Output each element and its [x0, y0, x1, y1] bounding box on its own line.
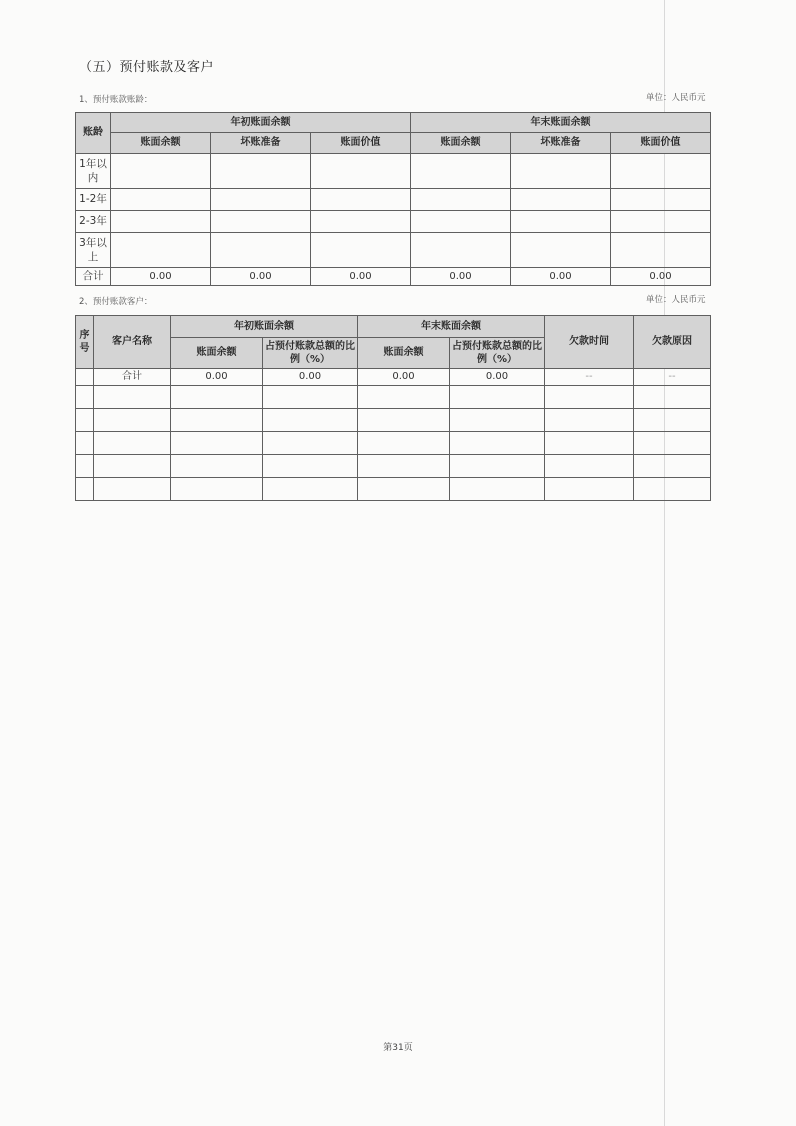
cell: [171, 386, 263, 409]
cell: [76, 478, 94, 501]
aging-table: [75, 112, 711, 286]
aging-header: 账龄: [76, 113, 111, 154]
cell: [94, 478, 171, 501]
beginning-balance-header: 年初账面余额: [171, 316, 358, 338]
cell: [634, 455, 711, 478]
table-row: [76, 233, 711, 268]
cell: [634, 386, 711, 409]
cell: [545, 455, 634, 478]
cell: [263, 478, 358, 501]
row-label: 2-3年: [76, 211, 111, 233]
overdue-reason-cell: --: [634, 369, 711, 386]
customer-name-header: 客户名称: [94, 316, 171, 369]
cell: [545, 478, 634, 501]
customer-table: [75, 315, 711, 501]
cell: [545, 386, 634, 409]
cell: [76, 455, 94, 478]
cell: [511, 233, 611, 268]
cell: 0.00: [411, 268, 511, 286]
cell: [545, 409, 634, 432]
cell: [211, 233, 311, 268]
total-row: [76, 369, 711, 386]
cell: [358, 409, 450, 432]
cell: [171, 409, 263, 432]
cell: [450, 455, 545, 478]
cell: [311, 189, 411, 211]
page-number: 第31页: [383, 1043, 413, 1053]
cell: [358, 432, 450, 455]
cell: [358, 455, 450, 478]
ending-balance-header: 年末账面余额: [411, 113, 711, 133]
cell: [634, 409, 711, 432]
cell: [111, 233, 211, 268]
cell: [611, 233, 711, 268]
cell: [450, 386, 545, 409]
begin-ratio-header: 占预付账款总额的比例（%）: [263, 338, 358, 369]
cell: [511, 211, 611, 233]
aging-unit-label: 单位：人民币元: [646, 93, 706, 103]
cell: [94, 409, 171, 432]
table-row: [76, 478, 711, 501]
customer-subtitle: 2、预付账款客户：: [79, 297, 153, 307]
cell: [111, 211, 211, 233]
cell: [634, 478, 711, 501]
overdue-reason-header: 欠款原因: [634, 316, 711, 369]
end-bad-debt-header: 坏账准备: [511, 133, 611, 154]
overdue-time-header: 欠款时间: [545, 316, 634, 369]
cell: [171, 432, 263, 455]
cell: [611, 211, 711, 233]
end-book-balance-header: 账面余额: [358, 338, 450, 369]
cell: [411, 154, 511, 189]
end-ratio-header: 占预付账款总额的比例（%）: [450, 338, 545, 369]
cell: [171, 455, 263, 478]
cell: [311, 233, 411, 268]
cell: [450, 409, 545, 432]
begin-bad-debt-header: 坏账准备: [211, 133, 311, 154]
table-row: [76, 211, 711, 233]
cell: [358, 478, 450, 501]
table-row: [76, 154, 711, 189]
cell: [611, 189, 711, 211]
row-label: 1年以内: [76, 154, 111, 189]
cell: 0.00: [311, 268, 411, 286]
cell: [76, 409, 94, 432]
total-row: [76, 268, 711, 286]
cell: [211, 211, 311, 233]
cell: 0.00: [211, 268, 311, 286]
table-row: [76, 432, 711, 455]
begin-book-balance-header: 账面余额: [111, 133, 211, 154]
cell: [311, 211, 411, 233]
cell: [611, 154, 711, 189]
cell: [94, 432, 171, 455]
cell: [76, 386, 94, 409]
total-label: 合计: [94, 369, 171, 386]
cell: [511, 154, 611, 189]
cell: [111, 189, 211, 211]
row-label: 3年以上: [76, 233, 111, 268]
customer-unit-label: 单位：人民币元: [646, 295, 706, 305]
begin-book-balance-header: 账面余额: [171, 338, 263, 369]
cell: 0.00: [450, 369, 545, 386]
cell: [450, 478, 545, 501]
table-row: [76, 189, 711, 211]
table-row: [76, 455, 711, 478]
seq-cell: [76, 369, 94, 386]
cell: [263, 455, 358, 478]
cell: [411, 233, 511, 268]
cell: [94, 455, 171, 478]
cell: [411, 211, 511, 233]
cell: 0.00: [511, 268, 611, 286]
cell: [511, 189, 611, 211]
cell: 0.00: [358, 369, 450, 386]
cell: [111, 154, 211, 189]
table-row: [76, 409, 711, 432]
row-label: 1-2年: [76, 189, 111, 211]
cell: [263, 432, 358, 455]
cell: [634, 432, 711, 455]
cell: [171, 478, 263, 501]
cell: [411, 189, 511, 211]
cell: 0.00: [263, 369, 358, 386]
cell: [76, 432, 94, 455]
aging-subtitle: 1、预付账款账龄：: [79, 95, 153, 105]
end-book-balance-header: 账面余额: [411, 133, 511, 154]
end-book-value-header: 账面价值: [611, 133, 711, 154]
cell: [545, 432, 634, 455]
beginning-balance-header: 年初账面余额: [111, 113, 411, 133]
cell: [311, 154, 411, 189]
begin-book-value-header: 账面价值: [311, 133, 411, 154]
cell: 0.00: [111, 268, 211, 286]
cell: 0.00: [171, 369, 263, 386]
ending-balance-header: 年末账面余额: [358, 316, 545, 338]
seq-header: 序号: [76, 316, 94, 369]
cell: [263, 386, 358, 409]
cell: [358, 386, 450, 409]
total-label: 合计: [76, 268, 111, 286]
section-title: （五）预付账款及客户: [79, 60, 215, 75]
overdue-time-cell: --: [545, 369, 634, 386]
cell: [94, 386, 171, 409]
cell: [450, 432, 545, 455]
cell: [211, 154, 311, 189]
table-row: [76, 386, 711, 409]
cell: [263, 409, 358, 432]
cell: [211, 189, 311, 211]
cell: 0.00: [611, 268, 711, 286]
